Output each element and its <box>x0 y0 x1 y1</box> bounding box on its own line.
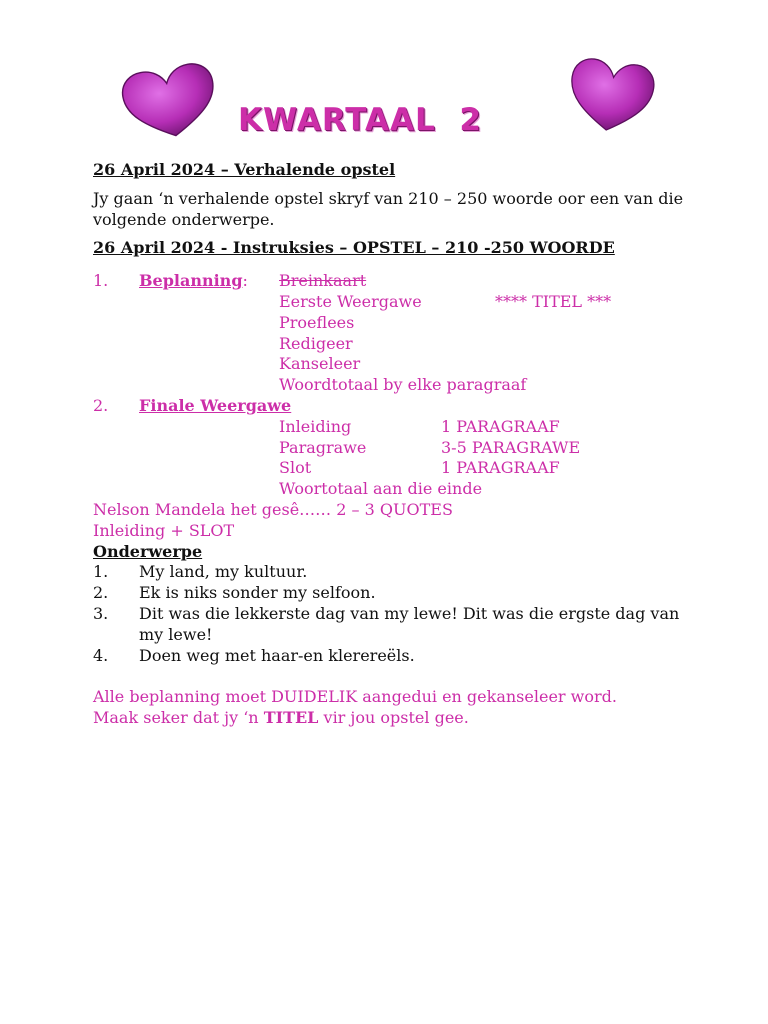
step1-number: 1. <box>93 271 109 291</box>
step1-item-6: Woordtotaal by elke paragraaf <box>279 375 527 395</box>
step1-item-1: Breinkaart <box>279 271 367 291</box>
step1-row-4 <box>93 334 693 355</box>
step2-item-name-1: Inleiding <box>279 416 352 436</box>
topic-number: 4. <box>93 645 109 665</box>
section1-heading: 26 April 2024 – Verhalende opstel <box>93 160 396 179</box>
page-title: KWARTAAL 2 <box>238 102 482 138</box>
step1-item-3: Proeflees <box>279 312 355 332</box>
step1-row-2 <box>93 292 693 313</box>
footer-line-2-end: vir jou opstel gee. <box>318 708 469 728</box>
step2-row-4 <box>93 479 693 500</box>
footer-line-1: Alle beplanning moet DUIDELIK aangedui en gekanseleer word. <box>93 687 617 707</box>
step1-item-5: Kanseleer <box>279 354 361 374</box>
step2-row-2 <box>93 438 693 459</box>
step2-row <box>93 396 693 417</box>
topic-number: 3. <box>93 603 109 623</box>
step2-item-value-3: 1 PARAGRAAF <box>441 458 560 478</box>
section2-heading: 26 April 2024 - Instruksies – OPSTEL – 210 -250 WOORDE <box>93 238 615 258</box>
topics-list <box>93 562 693 666</box>
heart-right-icon <box>563 54 658 137</box>
quote-line: Nelson Mandela het gesê…… 2 – 3 QUOTES <box>93 499 453 519</box>
step2-number: 2. <box>93 395 109 415</box>
step1-row-6 <box>93 375 693 396</box>
footer-line-2-start: Maak seker dat jy ‘n <box>93 708 264 728</box>
step2-item-value-1: 1 PARAGRAAF <box>441 416 560 436</box>
topic-item <box>93 583 693 604</box>
step1-item-2: Eerste Weergawe <box>279 291 422 311</box>
section1-intro: Jy gaan ‘n verhalende opstel skryf van 210 – 250 woorde oor een van die volgende onderwerpe. <box>93 188 684 229</box>
topic-item <box>93 604 693 646</box>
topic-number: 2. <box>93 583 109 603</box>
topic-text: Doen weg met haar-en klerereëls. <box>139 645 415 665</box>
topics-heading: Onderwerpe <box>93 541 203 561</box>
title-note: **** TITEL *** <box>495 291 612 311</box>
step1-item-4: Redigeer <box>279 333 353 353</box>
footer-line-2 <box>93 708 693 729</box>
topic-text: My land, my kultuur. <box>139 562 308 582</box>
step2-row-1 <box>93 417 693 438</box>
step1-label: Beplanning <box>139 271 243 291</box>
instructions-list <box>93 271 693 541</box>
document-body <box>93 160 693 729</box>
step2-item-value-2: 3-5 PARAGRAWE <box>441 437 581 457</box>
topic-text: Dit was die lekkerste dag van my lewe! Dit was die ergste dag van my lewe! <box>139 603 680 644</box>
step2-row-3 <box>93 458 693 479</box>
topic-item <box>93 646 693 667</box>
step1-colon: : <box>242 271 248 291</box>
topic-text: Ek is niks sonder my selfoon. <box>139 583 376 603</box>
footer-line-2-bold: TITEL <box>263 708 319 728</box>
step1-row-5 <box>93 354 693 375</box>
step1-row-3 <box>93 313 693 334</box>
heart-left-icon <box>116 58 223 146</box>
step1-label-wrap <box>139 271 248 292</box>
topic-number: 1. <box>93 562 109 582</box>
intro-line: Inleiding + SLOT <box>93 520 235 540</box>
step1-row <box>93 271 693 292</box>
step2-item-name-3: Slot <box>279 458 312 478</box>
topic-item <box>93 562 693 583</box>
step2-item-last: Woortotaal aan die einde <box>279 479 483 499</box>
step2-item-name-2: Paragrawe <box>279 437 367 457</box>
step2-label: Finale Weergawe <box>139 395 292 415</box>
